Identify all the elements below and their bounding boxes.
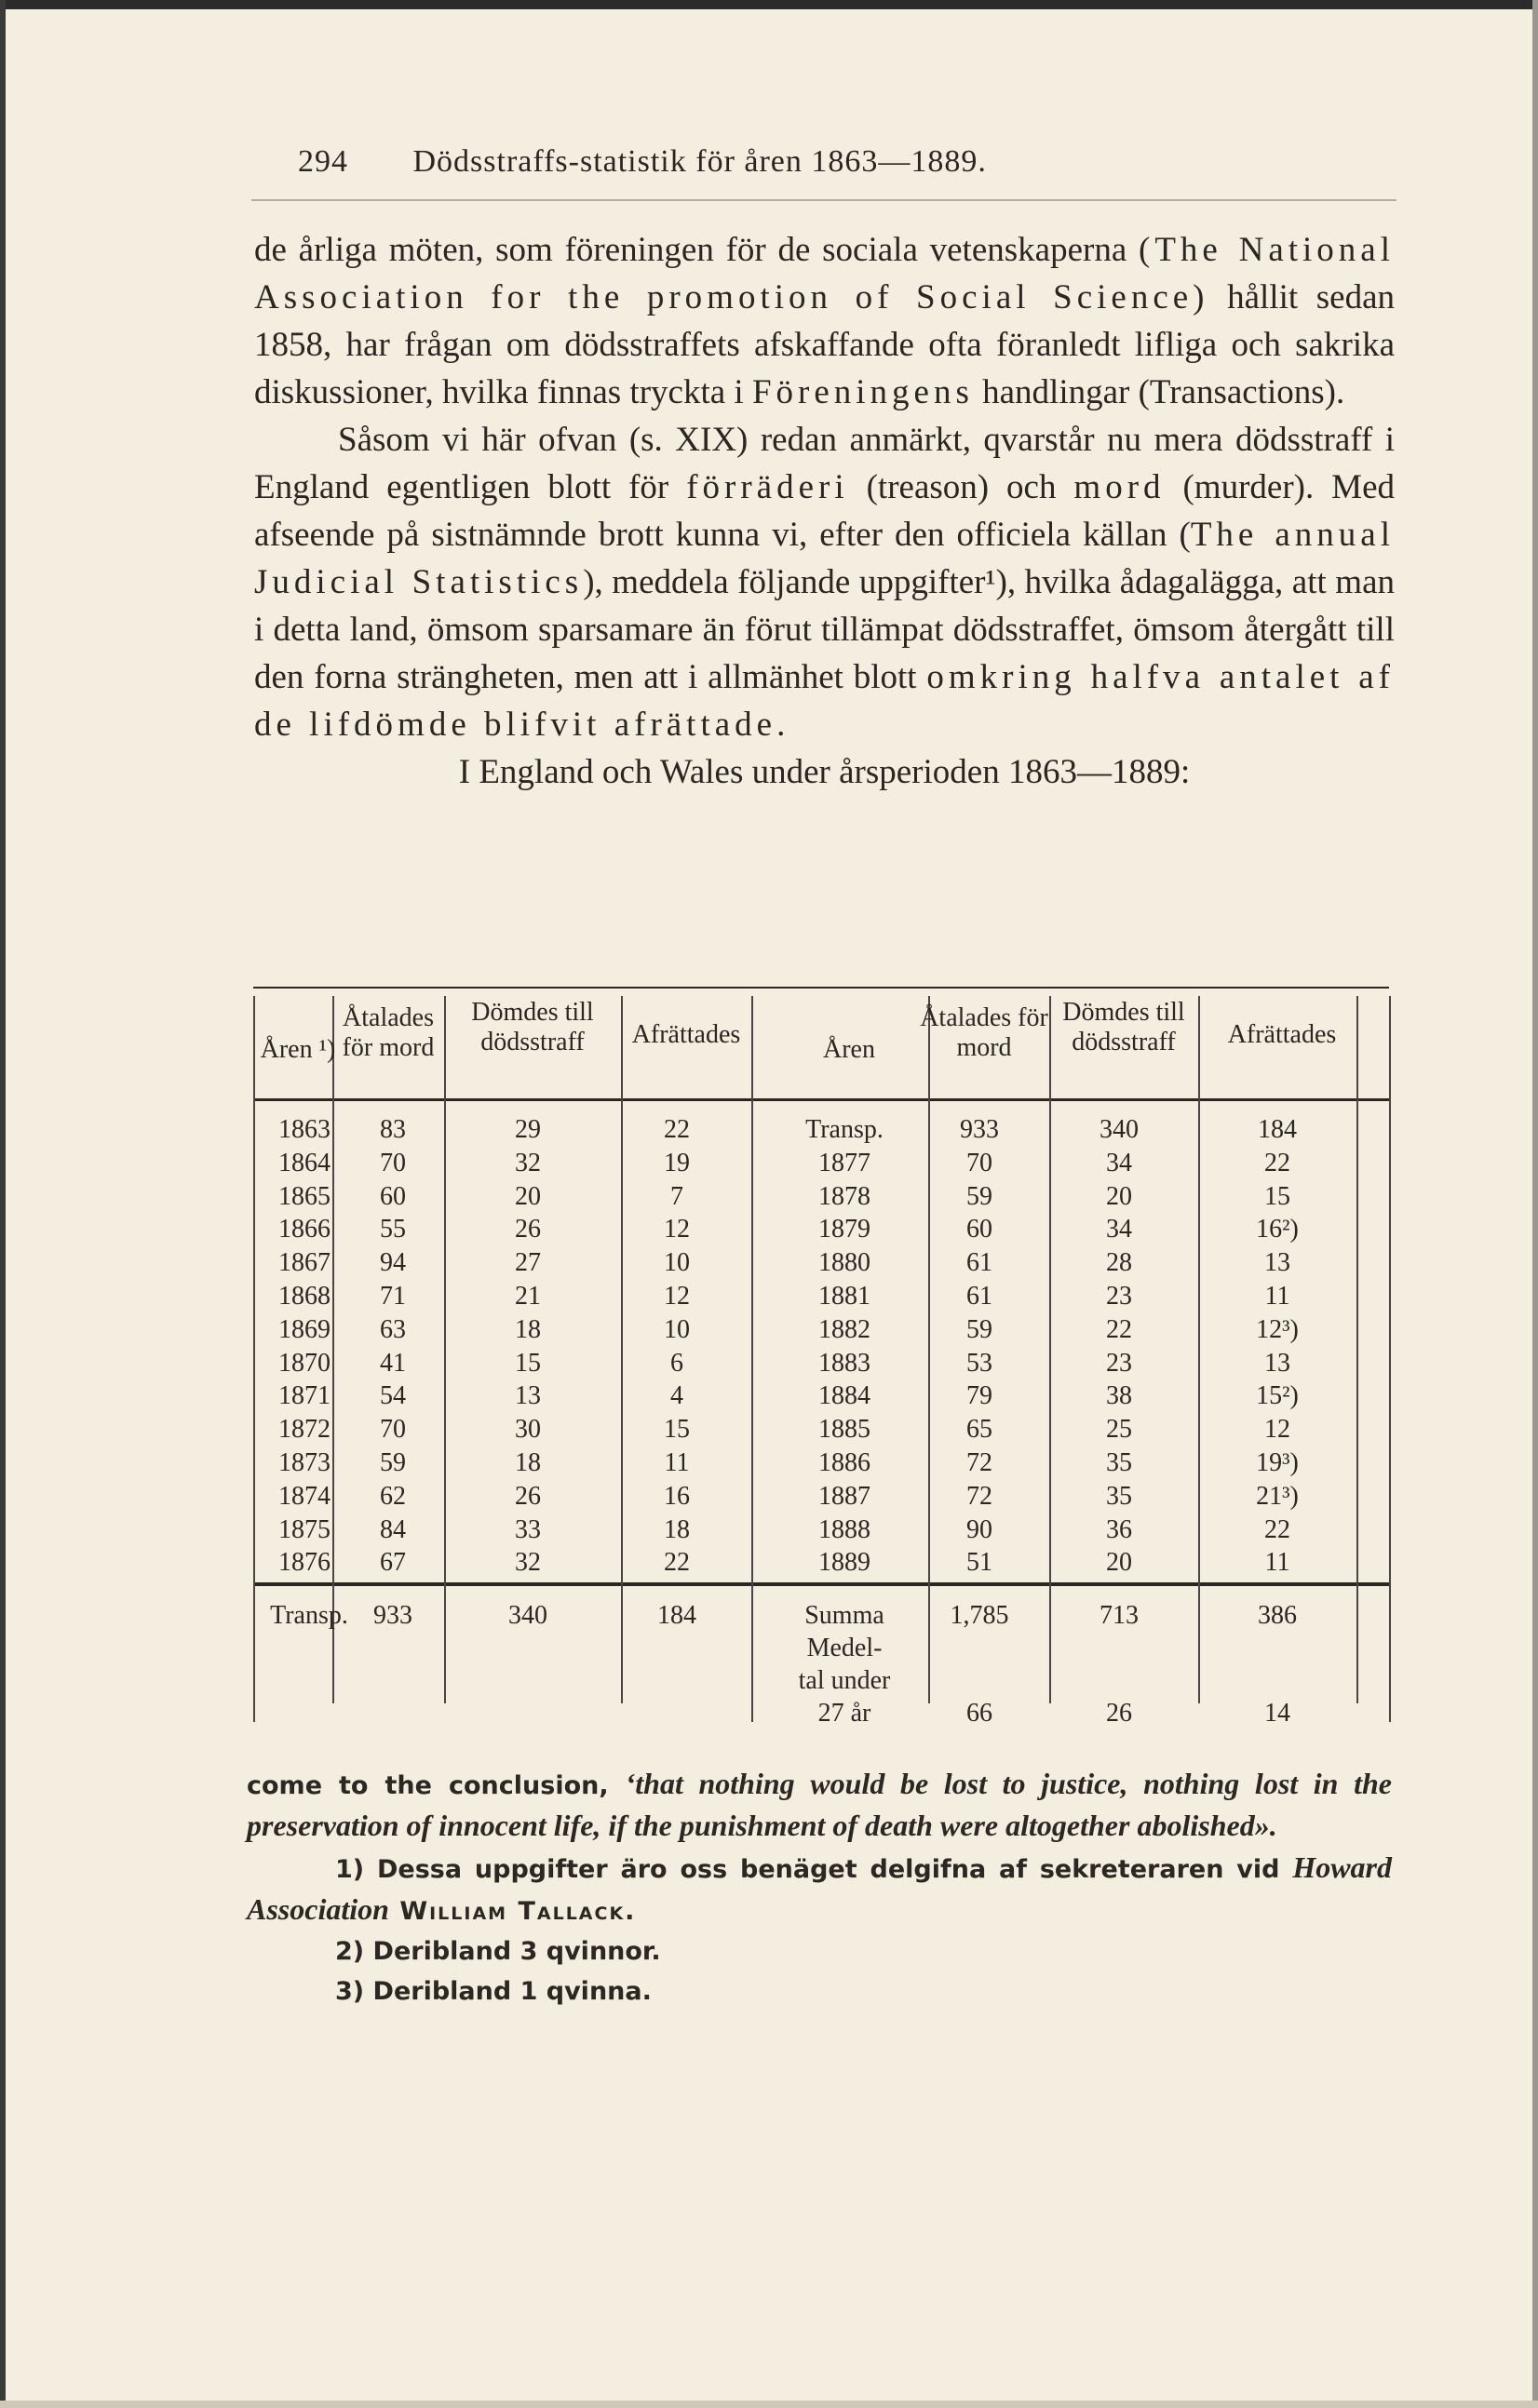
value-cell: 71 xyxy=(380,1282,406,1311)
year-cell: 1869 xyxy=(278,1314,331,1344)
value-cell: 59 xyxy=(380,1448,406,1477)
value-cell: 94 xyxy=(380,1248,406,1278)
text-run: handlingar (Transactions). xyxy=(973,373,1345,411)
year-cell: 1873 xyxy=(278,1448,331,1477)
value-cell: 20 xyxy=(515,1181,541,1211)
value-cell: 27 xyxy=(515,1248,541,1278)
value-cell: 16²) xyxy=(1256,1215,1299,1244)
value-cell: 23 xyxy=(1106,1282,1132,1311)
value-cell: 61 xyxy=(966,1248,992,1278)
value-cell: 70 xyxy=(966,1148,992,1177)
header-rule xyxy=(251,199,1396,201)
value-cell: 15 xyxy=(664,1415,690,1445)
column-header: Åren ¹) xyxy=(260,1035,336,1064)
value-cell: 21³) xyxy=(1256,1481,1299,1511)
transp-label: Transp. xyxy=(270,1601,348,1630)
year-cell: 1887 xyxy=(818,1481,870,1511)
value-cell: 13 xyxy=(515,1381,541,1411)
value-cell: 15 xyxy=(515,1348,541,1378)
value-cell: 12³) xyxy=(1256,1314,1299,1344)
table-header-rule xyxy=(253,1098,1389,1101)
text-run: omkring halfva antalet af de lifdömde blifvit afrättade. xyxy=(254,658,1395,744)
value-cell: 20 xyxy=(1106,1181,1132,1211)
value-cell: 340 xyxy=(1100,1115,1139,1144)
body-text xyxy=(254,226,1395,796)
text-run: förräderi xyxy=(686,468,849,506)
value-cell: 59 xyxy=(966,1314,992,1344)
value-cell: 20 xyxy=(1106,1548,1132,1578)
value-cell: 28 xyxy=(1106,1248,1132,1278)
year-cell: 1868 xyxy=(278,1282,331,1311)
value-cell: 15 xyxy=(1264,1181,1290,1211)
value-cell: 7 xyxy=(670,1181,683,1211)
value-cell: 32 xyxy=(515,1548,541,1578)
value-cell: 22 xyxy=(664,1115,690,1144)
year-cell: 1878 xyxy=(818,1181,870,1211)
footnote-3: 3) Deribland 1 qvinna. xyxy=(335,1977,652,2006)
footnotes xyxy=(247,1764,1392,2011)
scan-edge-left xyxy=(0,0,6,2408)
value-cell: 38 xyxy=(1106,1381,1132,1411)
column-header: Åren xyxy=(823,1035,875,1064)
value-cell: 933 xyxy=(960,1115,999,1144)
value-cell: 70 xyxy=(380,1415,406,1445)
text-run: hållit sedan 1858, har frågan om dödsstraffets afskaffande ofta föranledt lifliga och sakrika diskussioner, hvilka finnas tryckta i xyxy=(254,278,1395,411)
value-cell: 72 xyxy=(966,1481,992,1511)
value-cell: 35 xyxy=(1106,1448,1132,1477)
text-run: The annual Judicial Statistics xyxy=(254,516,1395,601)
year-cell: 1881 xyxy=(818,1282,870,1311)
column-header: Åtalades för mord xyxy=(920,1003,1048,1062)
value-cell: 11 xyxy=(664,1448,690,1477)
column-header: Dömdes till dödsstraff xyxy=(471,998,594,1056)
value-cell: 15²) xyxy=(1256,1381,1299,1411)
year-cell: 1867 xyxy=(278,1248,331,1278)
year-cell: 1884 xyxy=(818,1381,870,1411)
year-cell: 1879 xyxy=(818,1215,870,1244)
value-cell: 60 xyxy=(380,1181,406,1211)
footnote-1-org: Howard Association xyxy=(247,1850,1392,1926)
mean-value: 14 xyxy=(1264,1699,1290,1728)
mean-value: 26 xyxy=(1106,1699,1132,1728)
column-rule xyxy=(1198,996,1200,1703)
column-header: Dömdes till dödsstraff xyxy=(1062,998,1185,1056)
text-run: de årliga möten, som föreningen för de sociala vetenskaperna xyxy=(254,231,1139,269)
value-cell: 84 xyxy=(380,1514,406,1544)
year-cell: 1865 xyxy=(278,1181,331,1211)
value-cell: 11 xyxy=(1264,1282,1290,1311)
value-cell: 63 xyxy=(380,1314,406,1344)
value-cell: 12 xyxy=(664,1282,690,1311)
year-cell: 1875 xyxy=(278,1514,331,1544)
year-cell: 1872 xyxy=(278,1415,331,1445)
running-title: Dödsstraffs-statistik för åren 1863—1889. xyxy=(412,144,987,179)
value-cell: 79 xyxy=(966,1381,992,1411)
year-cell: 1870 xyxy=(278,1348,331,1378)
year-cell: Transp. xyxy=(805,1115,884,1144)
value-cell: 19³) xyxy=(1256,1448,1299,1477)
page-number: 294 xyxy=(298,144,348,179)
text-run: Såsom vi här ofvan (s. XIX) redan anmärkt, qvarstår nu mera dödsstraff i England egentligen blott för xyxy=(254,421,1395,506)
year-cell: 1888 xyxy=(818,1514,870,1544)
year-cell: 1883 xyxy=(818,1348,870,1378)
year-cell: 1866 xyxy=(278,1215,331,1244)
text-run: (The National Association for the promotion of Social Science) xyxy=(254,231,1396,316)
sum-label: Summa xyxy=(804,1601,884,1630)
value-cell: 54 xyxy=(380,1381,406,1411)
column-rule xyxy=(751,996,753,1722)
value-cell: 55 xyxy=(380,1215,406,1244)
mean-label: Medel- xyxy=(806,1634,883,1662)
value-cell: 23 xyxy=(1106,1348,1132,1378)
value-cell: 13 xyxy=(1264,1248,1290,1278)
mean-value: 66 xyxy=(966,1699,992,1728)
value-cell: 4 xyxy=(670,1381,683,1411)
value-cell: 10 xyxy=(664,1314,690,1344)
value-cell: 60 xyxy=(966,1215,992,1244)
value-cell: 13 xyxy=(1264,1348,1290,1378)
value-cell: 18 xyxy=(515,1314,541,1344)
text-run: (treason) och xyxy=(848,468,1074,506)
mean-label: 27 år xyxy=(817,1699,871,1728)
value-cell: 41 xyxy=(380,1348,406,1378)
value-cell: 62 xyxy=(380,1481,406,1511)
statistics-table xyxy=(253,987,1389,1741)
value-cell: 29 xyxy=(515,1115,541,1144)
year-cell: 1864 xyxy=(278,1148,331,1177)
column-header: Afrättades xyxy=(631,1020,741,1049)
sum-value: 386 xyxy=(1258,1601,1297,1630)
value-cell: 83 xyxy=(380,1115,406,1144)
value-cell: 25 xyxy=(1106,1415,1132,1445)
year-cell: 1871 xyxy=(278,1381,331,1411)
value-cell: 34 xyxy=(1106,1215,1132,1244)
value-cell: 59 xyxy=(966,1181,992,1211)
text-run: mord xyxy=(1073,468,1166,506)
value-cell: 10 xyxy=(664,1248,690,1278)
value-cell: 22 xyxy=(1264,1148,1290,1177)
text-run: (murder). Med afseende på sistnämnde brott kunna vi, efter den officiela källan ( xyxy=(254,468,1395,554)
footnote-1-text: 1) Dessa uppgifter äro oss benäget delgifna af sekreteraren vid xyxy=(335,1855,1293,1884)
table-top-rule xyxy=(253,987,1389,989)
quote-lead: come to the conclusion, xyxy=(247,1771,626,1800)
scan-edge-right xyxy=(1532,0,1538,2408)
value-cell: 35 xyxy=(1106,1481,1132,1511)
value-cell: 22 xyxy=(1264,1514,1290,1544)
footnote-1 xyxy=(247,1848,1392,1931)
mean-label: tal under xyxy=(798,1666,891,1695)
value-cell: 67 xyxy=(380,1548,406,1578)
value-cell: 184 xyxy=(1258,1115,1297,1144)
year-cell: 1880 xyxy=(818,1248,870,1278)
transp-value: 340 xyxy=(508,1601,547,1630)
sum-value: 1,785 xyxy=(950,1601,1009,1630)
table-body-rule xyxy=(253,1582,1389,1586)
value-cell: 22 xyxy=(1106,1314,1132,1344)
year-cell: 1889 xyxy=(818,1548,870,1578)
value-cell: 26 xyxy=(515,1481,541,1511)
paragraph-1 xyxy=(254,226,1395,416)
column-rule xyxy=(1356,996,1358,1703)
year-cell: 1885 xyxy=(818,1415,870,1445)
year-cell: 1877 xyxy=(818,1148,870,1177)
scan-edge-top xyxy=(0,0,1538,9)
value-cell: 16 xyxy=(664,1481,690,1511)
value-cell: 90 xyxy=(966,1514,992,1544)
value-cell: 6 xyxy=(670,1348,683,1378)
text-run: Föreningens xyxy=(751,373,974,411)
value-cell: 53 xyxy=(966,1348,992,1378)
value-cell: 12 xyxy=(1264,1415,1290,1445)
value-cell: 34 xyxy=(1106,1148,1132,1177)
year-cell: 1886 xyxy=(818,1448,870,1477)
column-rule xyxy=(1389,996,1391,1722)
value-cell: 26 xyxy=(515,1215,541,1244)
footnote-2: 2) Deribland 3 qvinnor. xyxy=(335,1937,661,1966)
value-cell: 22 xyxy=(664,1548,690,1578)
year-cell: 1882 xyxy=(818,1314,870,1344)
transp-value: 184 xyxy=(657,1601,696,1630)
value-cell: 18 xyxy=(664,1514,690,1544)
scan-edge-bottom xyxy=(0,2401,1538,2408)
value-cell: 70 xyxy=(380,1148,406,1177)
transp-value: 933 xyxy=(373,1601,412,1630)
year-cell: 1876 xyxy=(278,1548,331,1578)
value-cell: 12 xyxy=(664,1215,690,1244)
paragraph-2 xyxy=(254,416,1395,748)
quote-line xyxy=(247,1764,1392,1848)
table-title: I England och Wales under årsperioden 1863—1889: xyxy=(458,753,1191,791)
text-run: ), meddela följande uppgifter¹), hvilka ådagalägga, att man i detta land, ömsom sparsamare än förut tillämpat dödsstraffet, ömsom återgått till den forna strängheten, men att i allmänhet blott xyxy=(254,563,1395,696)
quote-text: ‘that nothing would be lost to justice, nothing lost in the preservation of innocent life, if the punishment of death were altogether abolished». xyxy=(247,1767,1392,1842)
value-cell: 51 xyxy=(966,1548,992,1578)
value-cell: 11 xyxy=(1264,1548,1290,1578)
sum-value: 713 xyxy=(1100,1601,1139,1630)
year-cell: 1874 xyxy=(278,1481,331,1511)
page-header xyxy=(298,144,987,180)
column-header: Afrättades xyxy=(1227,1020,1337,1049)
value-cell: 19 xyxy=(664,1148,690,1177)
value-cell: 33 xyxy=(515,1514,541,1544)
value-cell: 65 xyxy=(966,1415,992,1445)
year-cell: 1863 xyxy=(278,1115,331,1144)
column-header: Åtalades för mord xyxy=(342,1003,435,1062)
value-cell: 32 xyxy=(515,1148,541,1177)
value-cell: 61 xyxy=(966,1282,992,1311)
value-cell: 30 xyxy=(515,1415,541,1445)
value-cell: 21 xyxy=(515,1282,541,1311)
value-cell: 18 xyxy=(515,1448,541,1477)
value-cell: 36 xyxy=(1106,1514,1132,1544)
footnote-1-name: William Tallack. xyxy=(388,1897,637,1926)
value-cell: 72 xyxy=(966,1448,992,1477)
